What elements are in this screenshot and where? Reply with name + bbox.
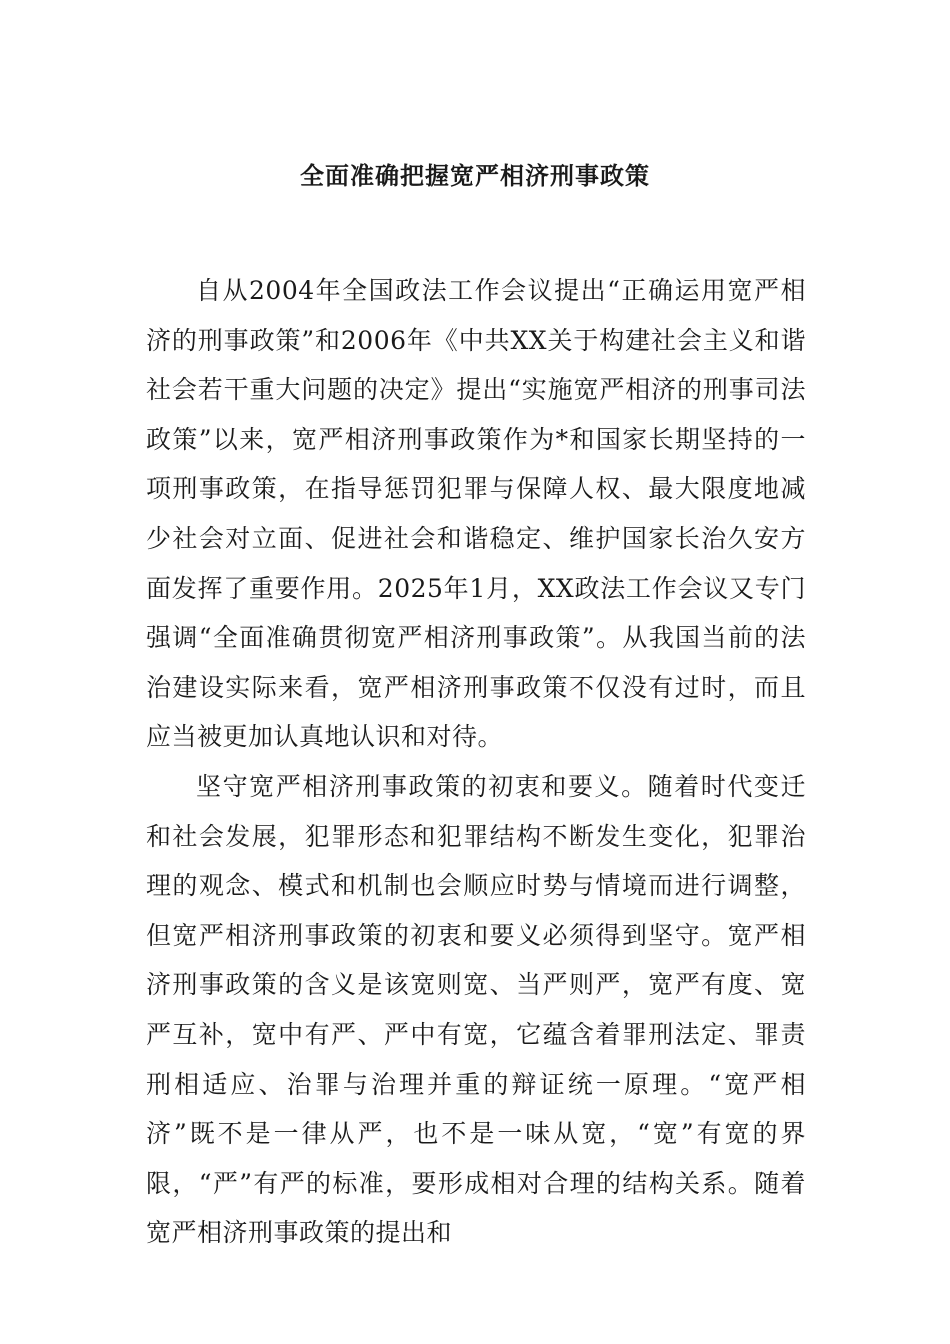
document-body <box>146 266 806 1258</box>
document-title: 全面准确把握宽严相济刑事政策 <box>300 161 650 190</box>
paragraph-1: 自从2004年全国政法工作会议提出“正确运用宽严相济的刑事政策”和2006年《中共XX关于构建社会主义和谐社会若干重大问题的决定》提出“实施宽严相济的刑事司法政策”以来，宽严相济刑事政策作为*和国家长期坚持的一项刑事政策，在指导惩罚犯罪与保障人权、最大限度地减少社会对立面、促进社会和谐稳定、维护国家长治久安方面发挥了重要作用。2025年1月，XX政法工作会议又专门强调“全面准确贯彻宽严相济刑事政策”。从我国当前的法治建设实际来看，宽严相济刑事政策不仅没有过时，而且应当被更加认真地认识和对待。 <box>146 276 806 752</box>
paragraph-2: 坚守宽严相济刑事政策的初衷和要义。随着时代变迁和社会发展，犯罪形态和犯罪结构不断发生变化，犯罪治理的观念、模式和机制也会顺应时势与情境而进行调整，但宽严相济刑事政策的初衷和要义必须得到坚守。宽严相济刑事政策的含义是该宽则宽、当严则严，宽严有度、宽严互补，宽中有严、严中有宽，它蕴含着罪刑法定、罪责刑相适应、治罪与治理并重的辩证统一原理。“宽严相济”既不是一律从严，也不是一味从宽，“宽”有宽的界限，“严”有严的标准，要形成相对合理的结构关系。随着宽严相济刑事政策的提出和 <box>146 771 806 1248</box>
